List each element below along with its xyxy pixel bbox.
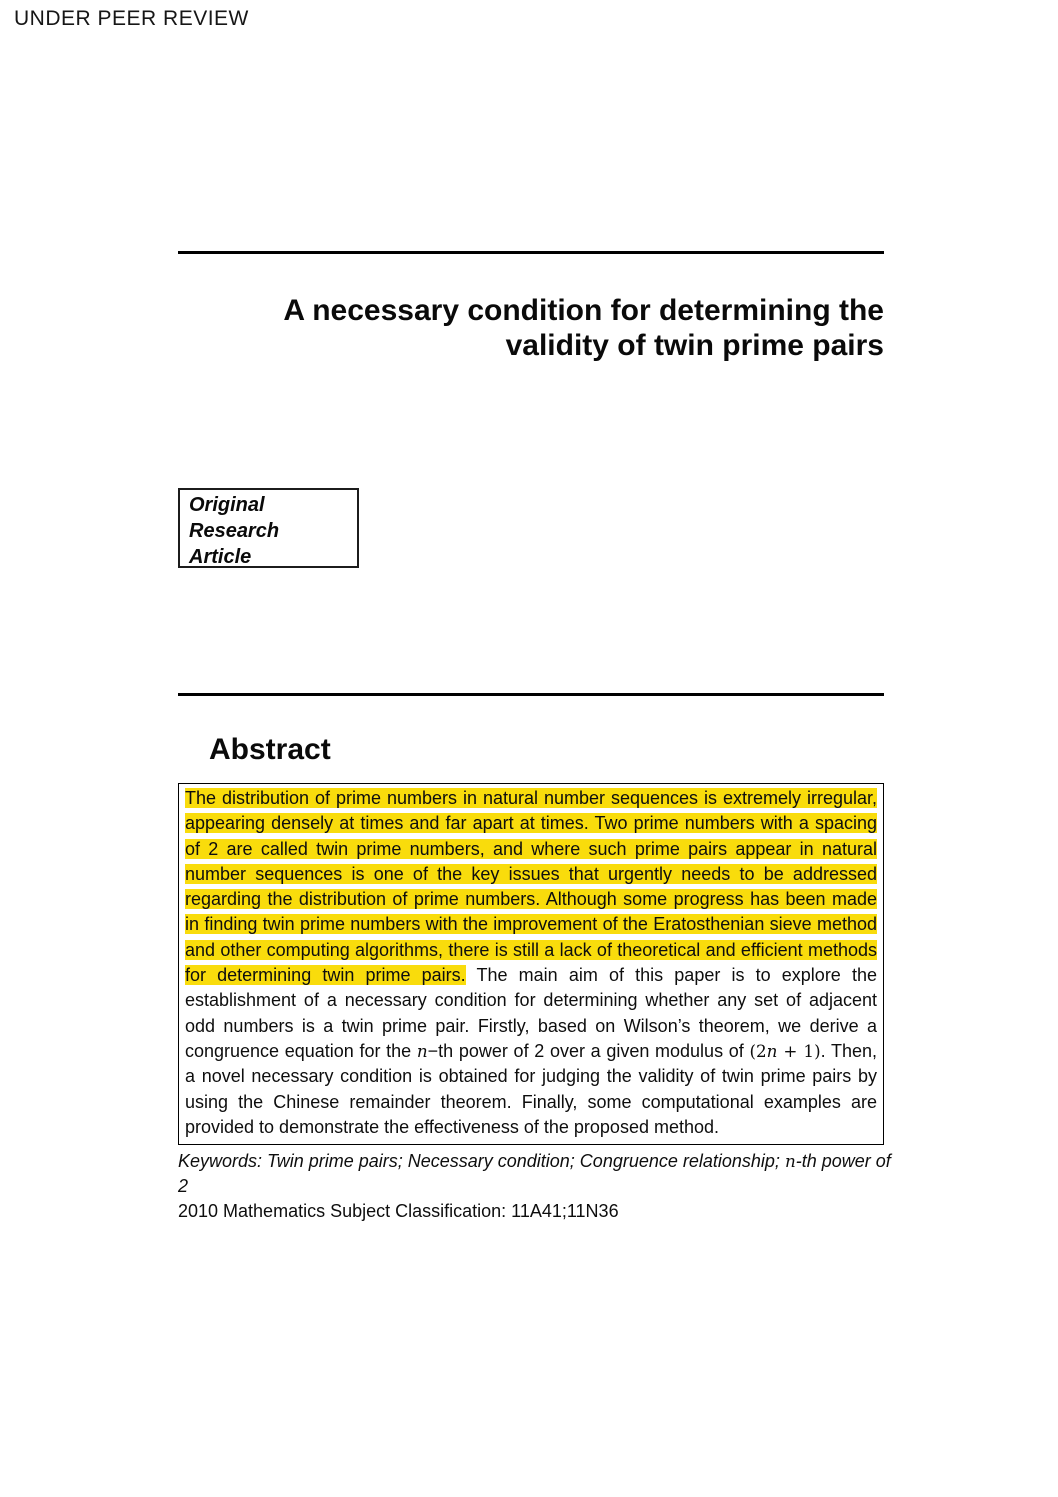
highlighted-text: The distribution of prime numbers in natural number sequences is extremely irregular, appearing densely at times and far apart at times. Two prime numbers with a spacing of 2 are called twin prime numbers, and where such prime pairs appear in natural number sequences is one of the key issues that urgently needs to be addressed regarding the distribution of prime numbers. Although some progress has been made in finding twin prime numbers with the improvement of the Eratosthenian sieve method and other computing algorithms, there is still a lack of theoretical and efficient methods for determining twin prime pairs. <box>185 788 877 986</box>
text-segment: n <box>416 1040 428 1061</box>
horizontal-rule-top <box>178 251 884 254</box>
text-segment: The main aim of this paper is to explore the establishment of a necessary condition for determining whether any set of adjacent odd numbers is a twin prime pair. Firstly, based on Wilson’s theorem, we derive a congruence equation for the <box>185 965 877 1061</box>
article-type-line-research: Research <box>189 520 280 542</box>
article-type-line-original: Original <box>189 494 265 516</box>
text-segment: Keywords: Twin prime pairs; Necessary condition; Congruence relationship; <box>178 1151 785 1171</box>
text-segment: . Then, a novel necessary condition is obtained for judging the validity of twin prime pairs by using the Chinese remainder theorem. Finally, some computational examples are provided to demonstrate the effectiveness of the proposed method. <box>185 1040 877 1137</box>
paper-title <box>178 293 884 363</box>
text-segment: n <box>766 1040 778 1061</box>
article-type-line-article: Article <box>189 546 252 568</box>
paper-title-line1: A necessary condition for determining the <box>283 294 884 327</box>
text-segment: -th power of <box>795 1151 891 1171</box>
abstract-text <box>185 786 877 1140</box>
article-type-box <box>178 488 359 568</box>
subject-classification: 2010 Mathematics Subject Classification: 11A41;11N36 <box>178 1201 619 1221</box>
under-peer-review-label: UNDER PEER REVIEW <box>14 7 249 30</box>
keywords-line2: 2 <box>178 1175 189 1196</box>
abstract-box <box>178 783 884 1145</box>
keywords-block <box>178 1149 892 1198</box>
text-segment: n <box>784 1151 796 1171</box>
paper-title-line2: validity of twin prime pairs <box>505 329 884 362</box>
abstract-heading: Abstract <box>209 733 331 766</box>
text-segment: −th power of 2 over a given modulus of <box>427 1040 750 1061</box>
text-segment: (2 <box>749 1040 767 1061</box>
keywords-line1 <box>178 1149 892 1174</box>
horizontal-rule-middle <box>178 693 884 696</box>
text-segment: + 1) <box>777 1040 821 1061</box>
